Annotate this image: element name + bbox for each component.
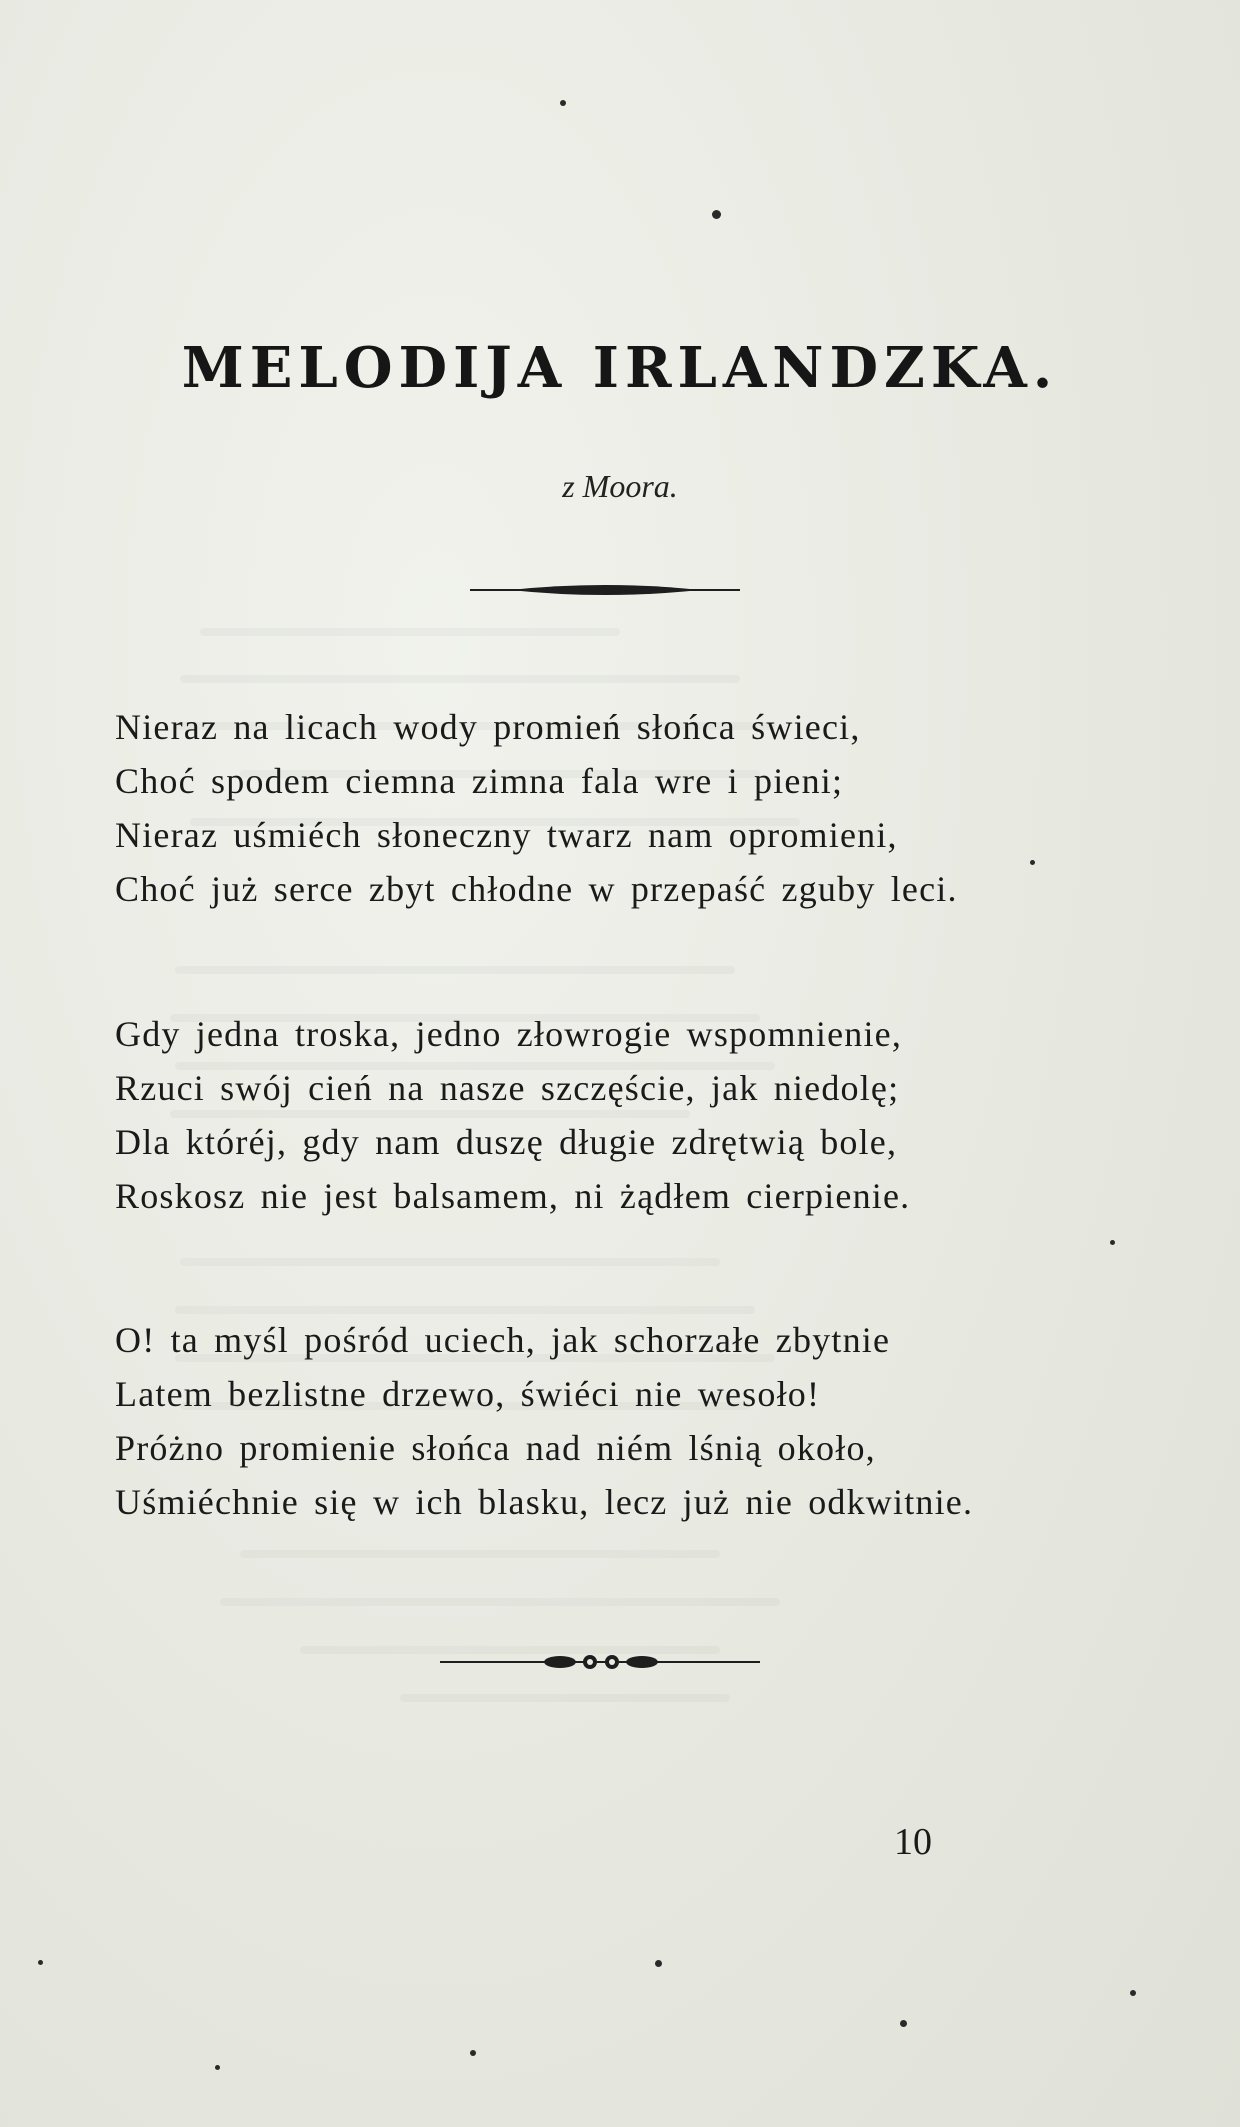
verse-line: Dla któréj, gdy nam duszę długie zdrętwią bole, — [115, 1122, 898, 1162]
verse-line: O! ta myśl pośród uciech, jak schorzałe zbytnie — [115, 1320, 891, 1360]
verse-line: Choć już serce zbyt chłodne w przepaść zguby leci. — [115, 869, 958, 909]
page-number: 10 — [894, 1821, 932, 1863]
poem-subtitle: z Moora. — [562, 468, 678, 504]
paper-speck — [1030, 860, 1035, 865]
verse-line: Choć spodem ciemna zimna fala wre i pieni; — [115, 761, 844, 801]
divider-ornament-top — [470, 578, 740, 602]
verse-line: Roskosz nie jest balsamem, ni żądłem cierpienie. — [115, 1176, 911, 1216]
verse-line: Nieraz na licach wody promień słońca świeci, — [115, 707, 861, 747]
stanza-2 — [115, 1007, 1125, 1223]
verse-line: Rzuci swój cień na nasze szczęście, jak niedolę; — [115, 1068, 900, 1108]
verse-line: Gdy jedna troska, jedno złowrogie wspomnienie, — [115, 1014, 903, 1054]
paper-speck — [1130, 1990, 1136, 1996]
paper-speck — [560, 100, 566, 106]
divider-ornament-bottom — [440, 1644, 760, 1680]
verse-line: Uśmiéchnie się w ich blasku, lecz już nie odkwitnie. — [115, 1482, 974, 1522]
stanza-3 — [115, 1313, 1125, 1529]
verse-line: Latem bezlistne drzewo, świéci nie wesoło! — [115, 1374, 821, 1414]
paper-speck — [215, 2065, 220, 2070]
paper-speck — [470, 2050, 476, 2056]
verse-line: Próżno promienie słońca nad niém lśnią około, — [115, 1428, 876, 1468]
verse-line: Nieraz uśmiéch słoneczny twarz nam opromieni, — [115, 815, 898, 855]
paper-speck — [712, 210, 721, 219]
paper-speck — [900, 2020, 907, 2027]
stanza-1 — [115, 700, 1125, 916]
paper-speck — [655, 1960, 662, 1967]
paper-speck — [38, 1960, 43, 1965]
paper-speck — [1110, 1240, 1115, 1245]
poem-title: MELODIJA IRLANDZKA. — [181, 335, 1059, 401]
